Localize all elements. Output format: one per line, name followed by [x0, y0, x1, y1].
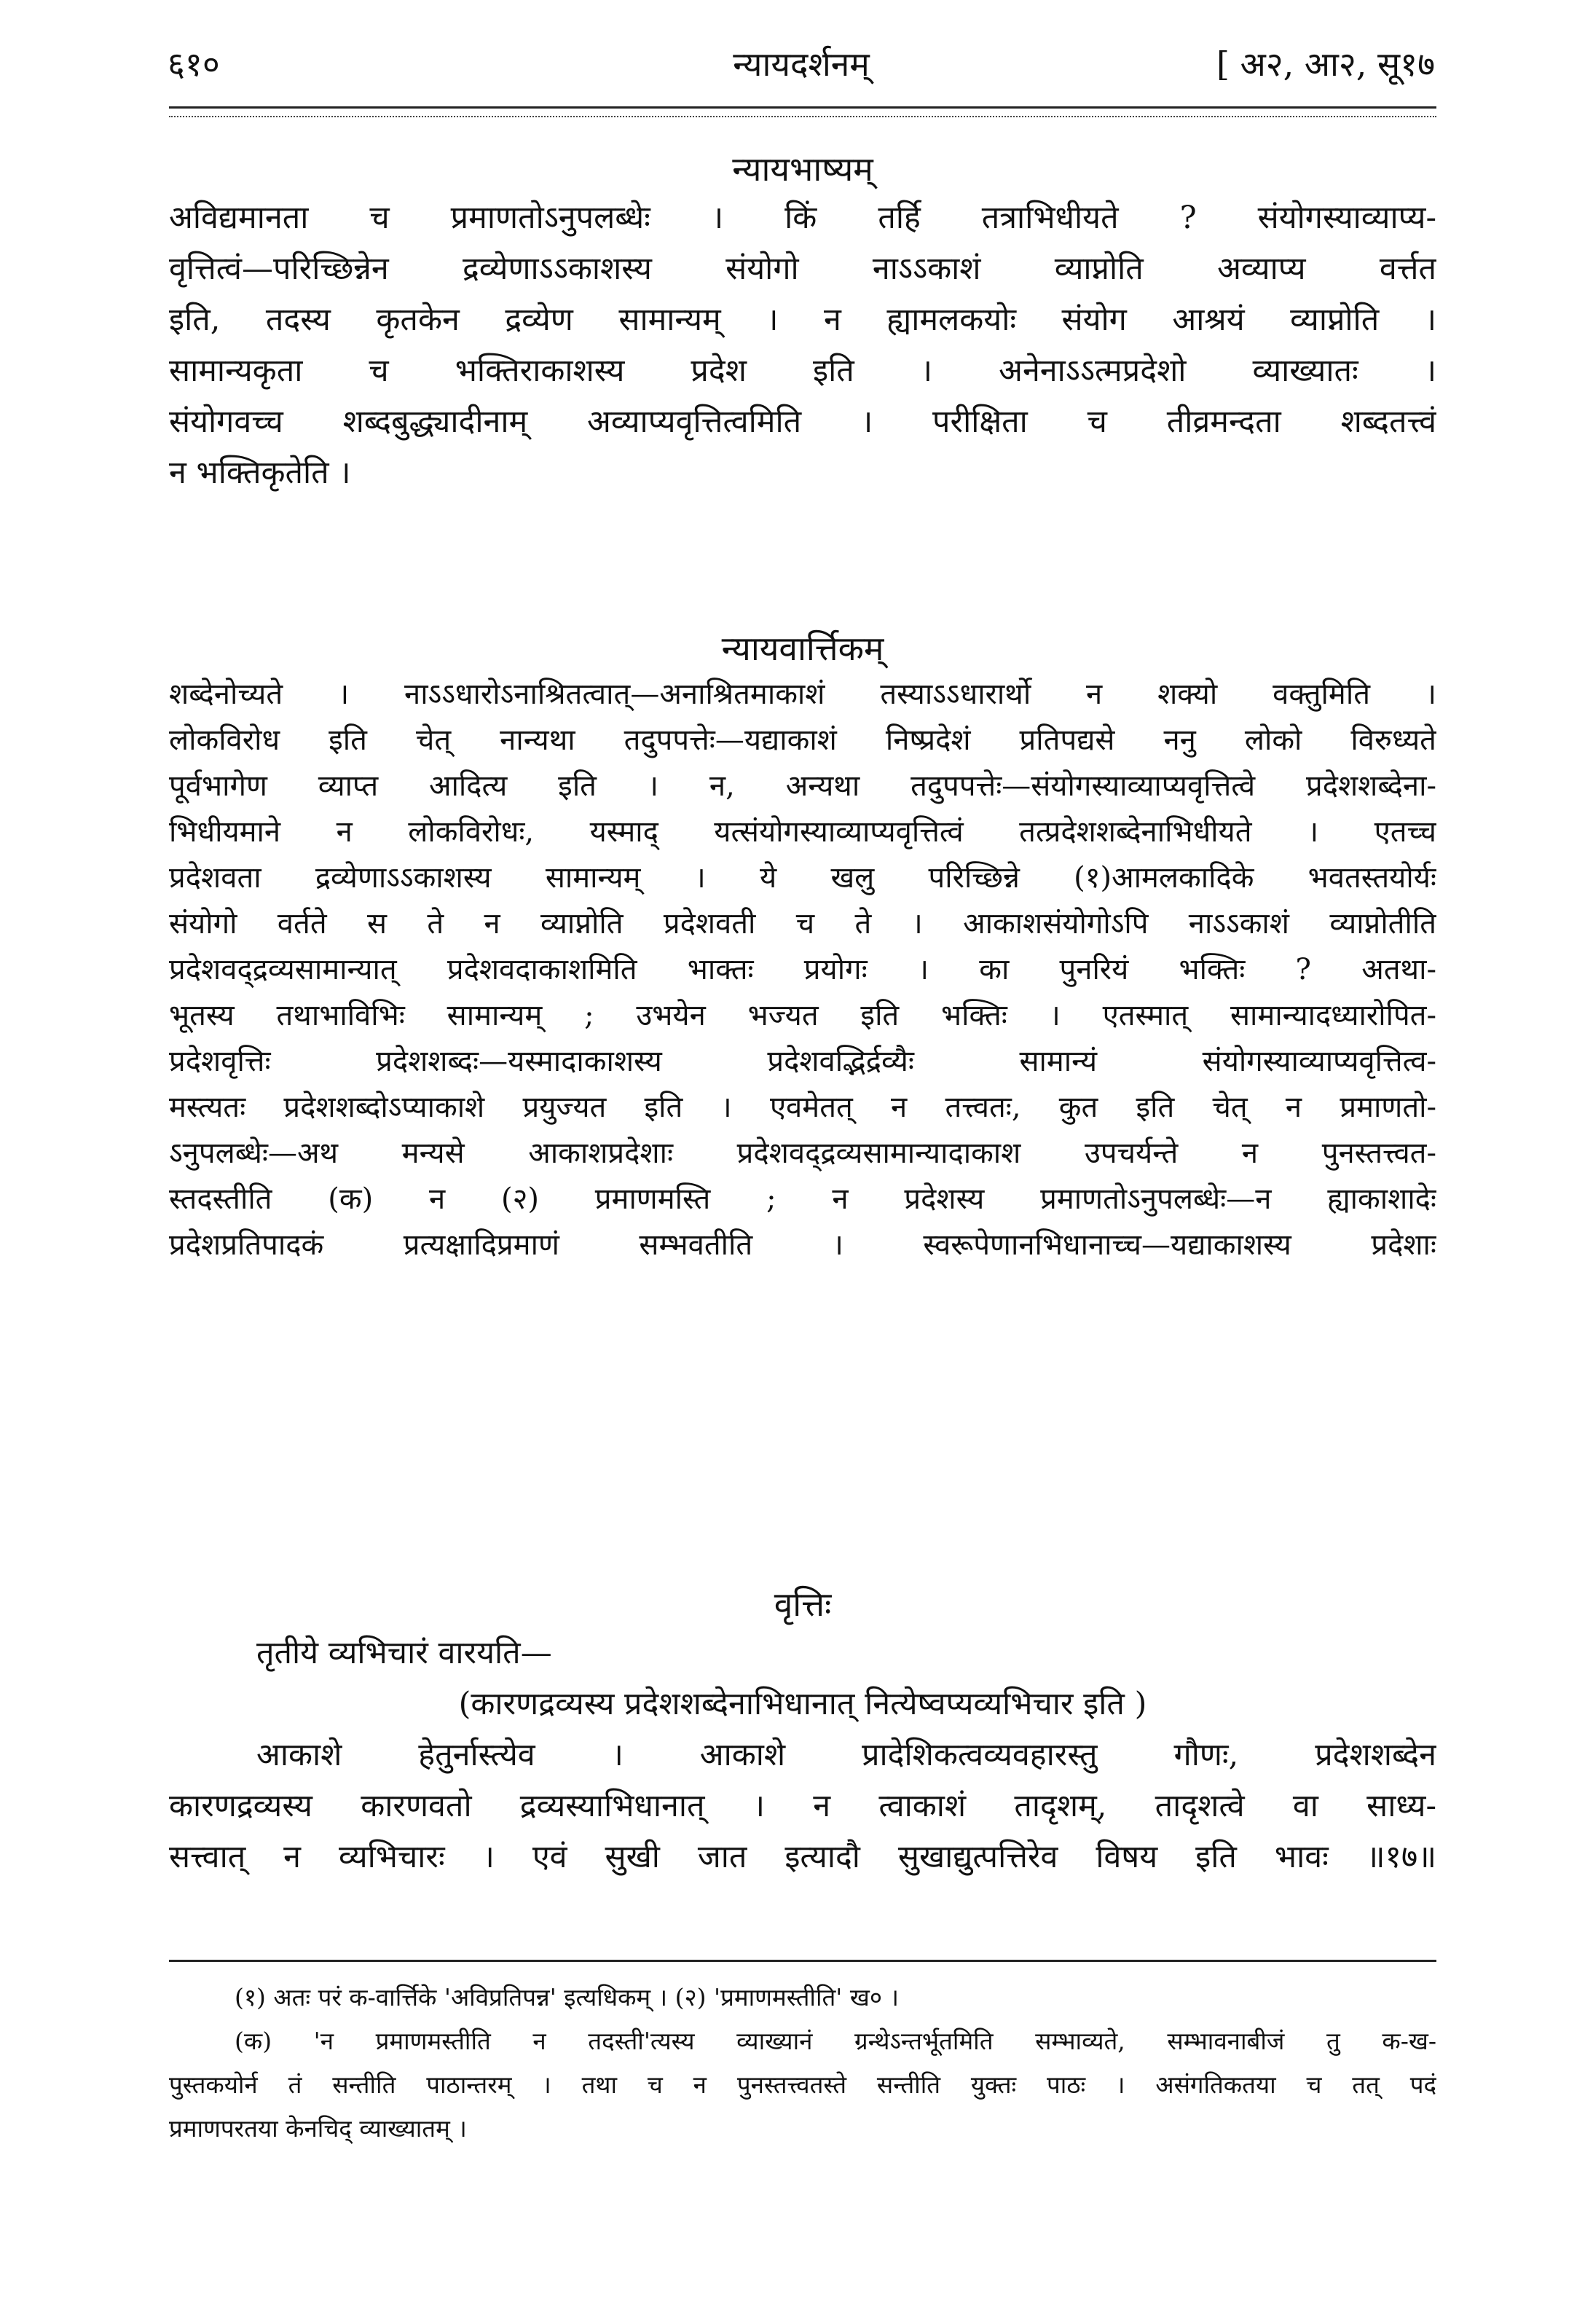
bhashya-line: न भक्तिकृतेति ।: [169, 455, 351, 491]
vritti-heading: वृत्तिः: [774, 1585, 832, 1624]
bhashya-line: संयोगवच्च शब्दबुद्ध्यादीनाम् अव्याप्यवृत्तित्वमिति । परीक्षिता च तीव्रमन्दता शब्दतत्त्वं: [169, 404, 1436, 440]
vartika-line: प्रदेशप्रतिपादकं प्रत्यक्षादिप्रमाणं सम्भवतीति । स्वरूपेणानभिधानाच्च—यद्याकाशस्य प्रदेशाः: [169, 1228, 1436, 1262]
vartika-section: [169, 625, 1436, 1268]
vartika-line: भिधीयमाने न लोकविरोधः, यस्माद् यत्संयोगस्याव्याप्यवृत्तित्वं तत्प्रदेशशब्देनाभिधीयते । एतच्च: [169, 815, 1436, 849]
vritti-section: [169, 1581, 1436, 1883]
footnote-ka-line: (क) 'न प्रमाणमस्तीति न तदस्ती'त्यस्य व्याख्यानं ग्रन्थेऽन्तर्भूतमिति सम्भाव्यते, सम्भावनाबीजं तु क-ख-: [235, 2027, 1436, 2055]
bhashya-heading: न्यायभाष्यम्: [732, 149, 873, 189]
vartika-line: पूर्वभागेण व्याप्त आदित्य इति । न, अन्यथा तदुपपत्तेः—संयोगस्याव्याप्यवृत्तित्वे प्रदेशशब्देना-: [169, 769, 1436, 803]
bhashya-section: [169, 146, 1436, 498]
vritti-intro: तृतीये व्यभिचारं वारयति—: [256, 1635, 552, 1671]
footnote-ka-line: प्रमाणपरतया केनचिद् व्याख्यातम् ।: [169, 2114, 467, 2143]
vartika-line: प्रदेशवता द्रव्येणाऽऽकाशस्य सामान्यम् । ये खलु परिच्छिन्ने (१)आमलकादिके भवतस्तयोर्यः: [169, 861, 1436, 895]
vartika-line: शब्देनोच्यते । नाऽऽधारोऽनाश्रितत्वात्—अनाश्रितमाकाशं तस्याऽऽधारार्थो न शक्यो वक्तुमिति ।: [169, 678, 1436, 711]
bhashya-line: अविद्यमानता च प्रमाणतोऽनुपलब्धेः । किं तर्हि तत्राभिधीयते ? संयोगस्याव्याप्य-: [169, 200, 1436, 236]
footnote-1-2: (१) अतः परं क-वार्त्तिके 'अविप्रतिपन्न' इत्यधिकम् । (२) 'प्रमाणमस्तीति' ख० ।: [235, 1983, 900, 2011]
running-title: न्यायदर्शनम्: [733, 44, 870, 84]
footnotes: [169, 1976, 1436, 2151]
bhashya-line: सामान्यकृता च भक्तिराकाशस्य प्रदेश इति । अनेनाऽऽत्मप्रदेशो व्याख्यातः ।: [169, 353, 1436, 389]
page-number: ६१०: [168, 44, 220, 84]
footnote-rule: [169, 1960, 1436, 1962]
running-header: [168, 35, 1435, 101]
vritti-parenthetical: (कारणद्रव्यस्य प्रदेशशब्देनाभिधानात् नित्येष्वप्यव्यभिचार इति ): [458, 1686, 1147, 1722]
vritti-line: आकाशे हेतुर्नास्त्येव । आकाशे प्रादेशिकत्वव्यवहारस्तु गौणः, प्रदेशशब्देन: [256, 1737, 1436, 1773]
footnote-ka-line: पुस्तकयोर्न तं सन्तीति पाठान्तरम् । तथा च न पुनस्तत्त्वतस्ते सन्तीति युक्तः पाठः । असंगतिकतया च तत् पदं: [169, 2070, 1436, 2099]
vartika-line: भूतस्य तथाभाविभिः सामान्यम् ; उभयेन भज्यत इति भक्तिः । एतस्मात् सामान्यादध्यारोपित-: [169, 999, 1436, 1032]
vartika-line: प्रदेशवृत्तिः प्रदेशशब्दः—यस्मादाकाशस्य प्रदेशवद्भिर्द्रव्यैः सामान्यं संयोगस्याव्याप्यवृत्तित्व-: [169, 1045, 1436, 1078]
vritti-line: कारणद्रव्यस्य कारणवतो द्रव्यस्याभिधानात् । न त्वाकाशं तादृशम्, तादृशत्वे वा साध्य-: [169, 1788, 1436, 1824]
vritti-line: सत्त्वात् न व्यभिचारः । एवं सुखी जात इत्यादौ सुखाद्युत्पत्तिरेव विषय इति भावः ॥१७॥: [169, 1839, 1436, 1875]
vartika-heading: न्यायवार्त्तिकम्: [721, 629, 884, 668]
vartika-line: संयोगो वर्तते स ते न व्याप्नोति प्रदेशवती च ते । आकाशसंयोगोऽपि नाऽऽकाशं व्याप्नोतीति: [169, 907, 1436, 941]
section-reference: [ अ२, आ२, सू१७: [1216, 44, 1435, 84]
bhashya-line: इति, तदस्य कृतकेन द्रव्येण सामान्यम् । न ह्यामलकयोः संयोग आश्रयं व्याप्नोति ।: [169, 302, 1436, 338]
vartika-line: स्तदस्तीति (क) न (२) प्रमाणमस्ति ; न प्रदेशस्य प्रमाणतोऽनुपलब्धेः—न ह्याकाशादेः: [169, 1182, 1436, 1216]
header-rule: [169, 106, 1436, 117]
bhashya-line: वृत्तित्वं—परिच्छिन्नेन द्रव्येणाऽऽकाशस्य संयोगो नाऽऽकाशं व्याप्नोति अव्याप्य वर्त्तत: [169, 251, 1436, 287]
vartika-line: ऽनुपलब्धेः—अथ मन्यसे आकाशप्रदेशाः प्रदेशवद्द्रव्यसामान्यादाकाश उपचर्यन्ते न पुनस्तत्त्वत-: [169, 1137, 1436, 1170]
vartika-line: लोकविरोध इति चेत् नान्यथा तदुपपत्तेः—यद्याकाशं निष्प्रदेशं प्रतिपद्यसे ननु लोको विरुध्यते: [169, 723, 1436, 757]
vartika-line: मस्त्यतः प्रदेशशब्दोऽप्याकाशे प्रयुज्यत इति । एवमेतत् न तत्त्वतः, कुत इति चेत् न प्रमाणतो-: [169, 1091, 1436, 1124]
vartika-line: प्रदेशवद्द्रव्यसामान्यात् प्रदेशवदाकाशमिति भाक्तः प्रयोगः । का पुनरियं भक्तिः ? अतथा-: [169, 953, 1436, 986]
